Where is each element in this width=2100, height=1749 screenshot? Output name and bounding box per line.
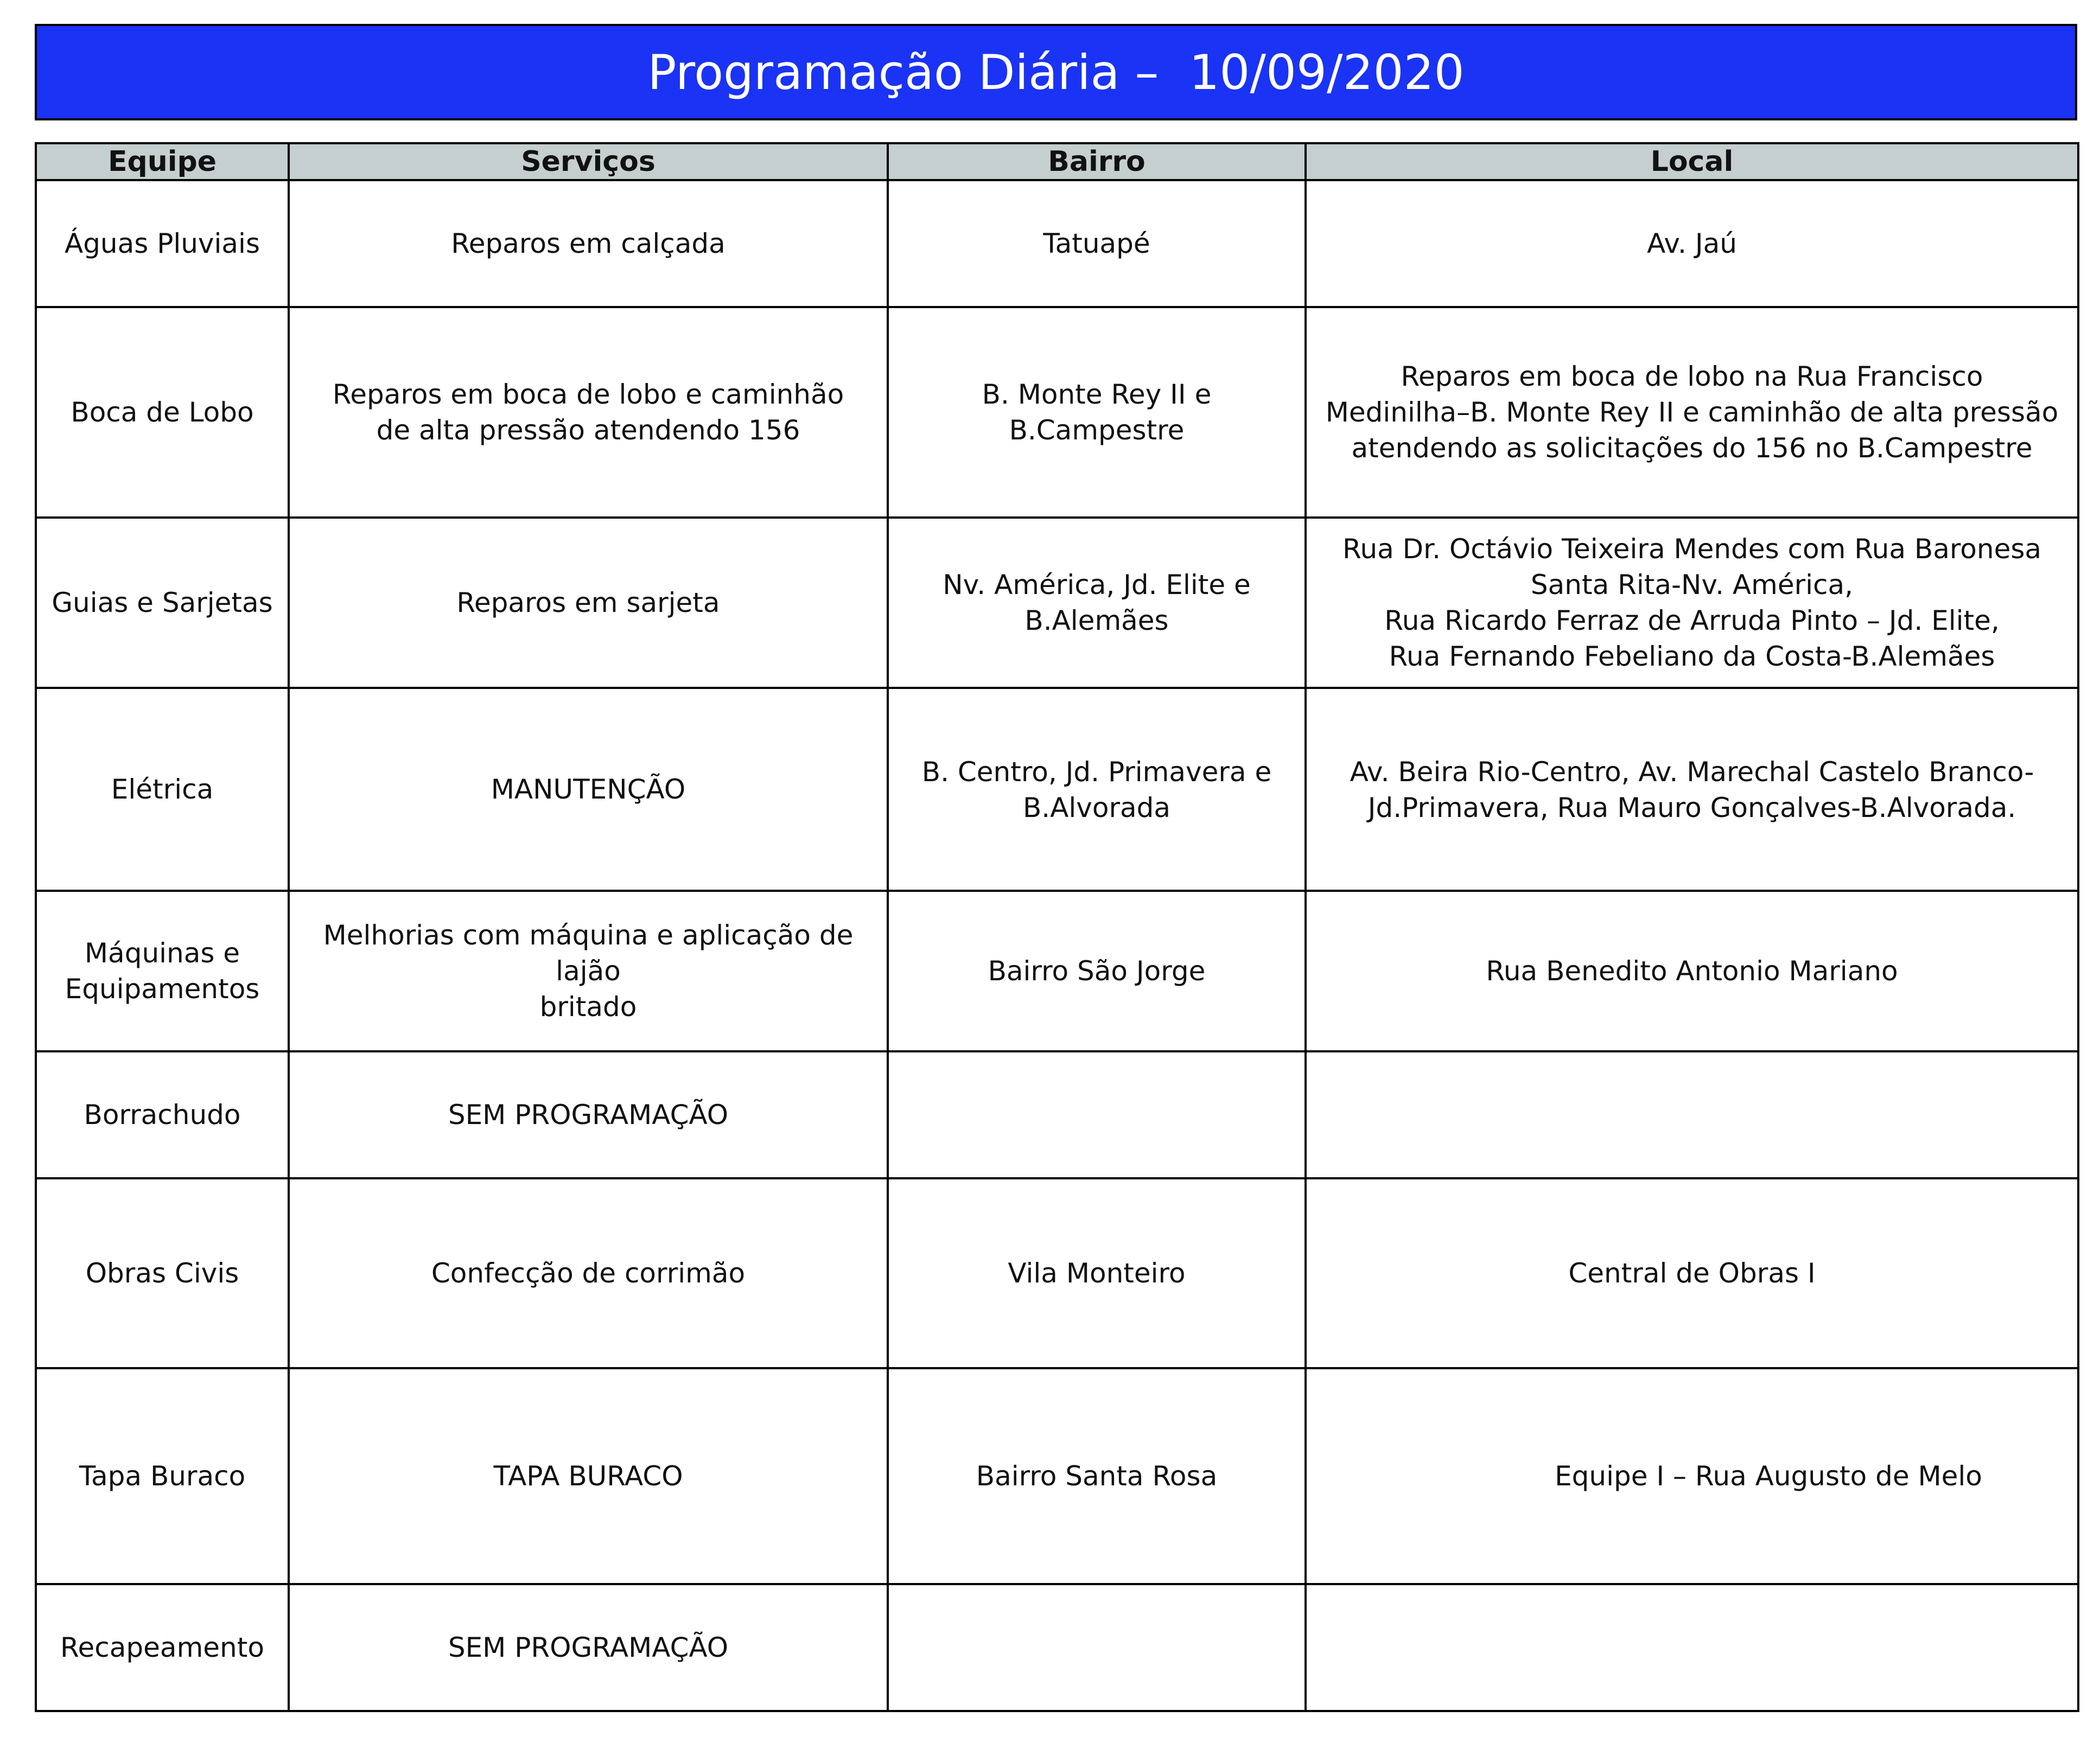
table-row (36, 518, 2078, 688)
schedule-table (35, 142, 2079, 1712)
cell-line: Máquinas e (84, 937, 240, 969)
cell-line: B. Centro, Jd. Primavera e (921, 756, 1272, 788)
cell-servicos: MANUTENÇÃO (289, 688, 888, 891)
cell-equipe: Guias e Sarjetas (36, 518, 289, 688)
cell-bairro: Vila Monteiro (888, 1178, 1306, 1368)
cell-servicos: TAPA BURACO (289, 1368, 888, 1584)
table-row (36, 1051, 2078, 1178)
table-row (36, 1368, 2078, 1584)
cell-line: atendendo as solicitações do 156 no B.Campestre (1351, 432, 2033, 464)
cell-line: Reparos em boca de lobo na Rua Francisco (1401, 361, 1983, 392)
cell-bairro (888, 1584, 1306, 1711)
cell-line: B.Alvorada (1022, 792, 1171, 824)
cell-equipe: Boca de Lobo (36, 307, 289, 518)
cell-bairro: Bairro São Jorge (888, 891, 1306, 1051)
cell-servicos: SEM PROGRAMAÇÃO (289, 1051, 888, 1178)
cell-bairro: Tatuapé (888, 180, 1306, 307)
title-bar (35, 24, 2077, 120)
cell-local (1306, 307, 2078, 518)
table-row (36, 180, 2078, 307)
cell-servicos: Reparos em sarjeta (289, 518, 888, 688)
cell-bairro (888, 688, 1306, 891)
cell-line: de alta pressão atendendo 156 (376, 414, 800, 446)
cell-line: Nv. América, Jd. Elite e (943, 569, 1251, 601)
table-row (36, 1178, 2078, 1368)
cell-line: Melhorias com máquina e aplicação de lajão (323, 920, 854, 987)
cell-local: Av. Jaú (1306, 180, 2078, 307)
cell-line: B.Alemães (1024, 605, 1169, 636)
cell-local (1306, 688, 2078, 891)
cell-equipe (36, 891, 289, 1051)
cell-bairro (888, 518, 1306, 688)
table-row (36, 688, 2078, 891)
cell-local: Equipe I – Rua Augusto de Melo (1306, 1368, 2078, 1584)
cell-line: Santa Rita-Nv. América, (1530, 569, 1854, 601)
page-title: Programação Diária – 10/09/2020 (647, 44, 1465, 100)
cell-equipe: Recapeamento (36, 1584, 289, 1711)
table-row (36, 891, 2078, 1051)
cell-servicos (289, 307, 888, 518)
cell-equipe: Borrachudo (36, 1051, 289, 1178)
cell-local (1306, 1051, 2078, 1178)
cell-local (1306, 1584, 2078, 1711)
cell-line: Reparos em boca de lobo e caminhão (332, 379, 844, 410)
cell-line: Rua Fernando Febeliano da Costa-B.Alemães (1389, 641, 1995, 672)
header-equipe: Equipe (36, 143, 289, 180)
cell-line: Av. Beira Rio-Centro, Av. Marechal Castelo Branco- (1350, 756, 2034, 788)
table-row (36, 307, 2078, 518)
cell-equipe: Obras Civis (36, 1178, 289, 1368)
cell-local: Rua Benedito Antonio Mariano (1306, 891, 2078, 1051)
cell-servicos: Reparos em calçada (289, 180, 888, 307)
cell-equipe: Elétrica (36, 688, 289, 891)
cell-line: Rua Ricardo Ferraz de Arruda Pinto – Jd. Elite, (1384, 605, 2000, 636)
cell-line: Rua Dr. Octávio Teixeira Mendes com Rua Baronesa (1342, 533, 2042, 565)
cell-bairro (888, 307, 1306, 518)
cell-line: Equipamentos (65, 973, 260, 1005)
cell-local (1306, 518, 2078, 688)
cell-servicos (289, 891, 888, 1051)
cell-servicos: SEM PROGRAMAÇÃO (289, 1584, 888, 1711)
cell-line: B.Campestre (1009, 414, 1185, 446)
header-servicos: Serviços (289, 143, 888, 180)
cell-line: britado (539, 991, 637, 1023)
cell-line: B. Monte Rey II e (982, 379, 1212, 410)
cell-line: Medinilha–B. Monte Rey II e caminhão de alta pressão (1325, 397, 2059, 428)
header-bairro: Bairro (888, 143, 1306, 180)
cell-equipe: Águas Pluviais (36, 180, 289, 307)
cell-line: Jd.Primavera, Rua Mauro Gonçalves-B.Alvorada. (1367, 792, 2016, 824)
header-local: Local (1306, 143, 2078, 180)
cell-local: Central de Obras I (1306, 1178, 2078, 1368)
cell-servicos: Confecção de corrimão (289, 1178, 888, 1368)
cell-bairro (888, 1051, 1306, 1178)
cell-equipe: Tapa Buraco (36, 1368, 289, 1584)
cell-bairro: Bairro Santa Rosa (888, 1368, 1306, 1584)
table-row (36, 1584, 2078, 1711)
header-row (36, 143, 2078, 180)
